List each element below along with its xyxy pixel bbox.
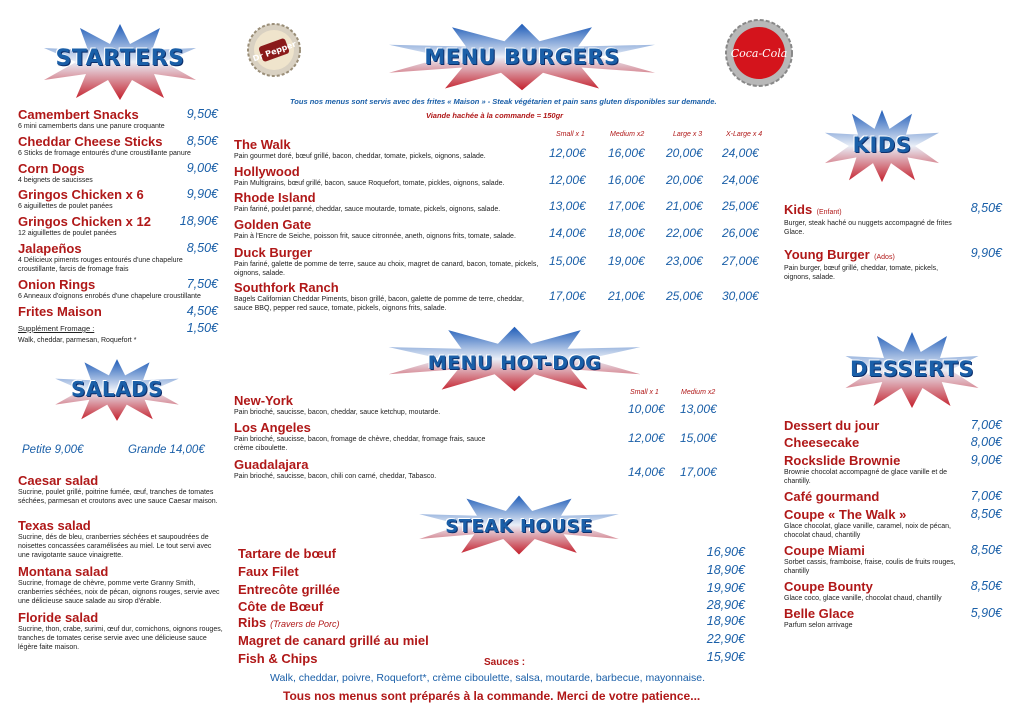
steak-item — [238, 614, 745, 632]
dr-pepper-text: Dr Pepper — [251, 39, 298, 64]
burger-price: 15,00€ — [549, 254, 586, 268]
dessert-desc: Glace chocolat, glace vanille, caramel, noix de pécan, chocolat chaud, chantilly — [784, 523, 951, 539]
steak-name: Tartare de bœuf — [238, 546, 336, 561]
burger-item — [234, 245, 539, 278]
burger-name: Rhode Island — [234, 190, 316, 205]
coca-cola-cap-logo — [724, 18, 794, 88]
starter-price: 8,50€ — [186, 241, 218, 255]
salad-item — [18, 564, 223, 606]
steak-item — [238, 545, 745, 563]
kids-price: 9,90€ — [970, 246, 1002, 260]
burger-desc: Pain fariné, galette de pomme de terre, sauce au choix, magret de canard, bacon, tomate, pickels, oignons, salade. — [234, 261, 539, 277]
dessert-name: Belle Glace — [784, 606, 855, 621]
hotdog-price-small: 12,00€ — [628, 431, 665, 445]
burger-price: 16,00€ — [608, 146, 645, 160]
hotdog-item — [234, 457, 534, 481]
dessert-item — [784, 489, 1002, 504]
salad-desc: Sucrine, fromage de chèvre, pomme verte Granny Smith, cranberries séchées, noix de pécan, oignons rouges, servie avec une délicieuse sauce salade au sirop d'érable. — [18, 580, 220, 605]
burger-price: 12,00€ — [549, 173, 586, 187]
steak-price: 16,90€ — [706, 545, 745, 559]
dessert-price: 8,50€ — [970, 507, 1002, 521]
dessert-item — [784, 606, 1002, 630]
burger-price: 17,00€ — [608, 199, 645, 213]
starter-name: Jalapeños — [18, 241, 82, 256]
kids-desc: Pain burger, bœuf grillé, cheddar, tomate, pickels, oignons, salade. — [784, 265, 939, 281]
kids-price: 8,50€ — [970, 201, 1002, 215]
starter-price: 9,50€ — [186, 107, 218, 121]
starter-name: Gringos Chicken x 6 — [18, 187, 144, 202]
salad-name: Caesar salad — [18, 473, 99, 488]
starter-item — [18, 241, 218, 274]
starter-name: Corn Dogs — [18, 161, 85, 176]
salad-desc: Sucrine, dés de bleu, cranberries séchées et saupoudrées de noisettes concassées caramélisées au miel. Le tout servi avec une ravigotante sauce vinaigrette. — [18, 534, 212, 559]
burger-size-medium: Medium x2 — [610, 131, 645, 138]
kids-item — [784, 246, 1002, 282]
steak-item — [238, 563, 745, 581]
hotdog-name: Los Angeles — [234, 420, 311, 435]
burger-price: 27,00€ — [722, 254, 759, 268]
starter-name: Frites Maison — [18, 304, 102, 319]
hotdog-size-medium: Medium x2 — [681, 389, 716, 396]
burgers-title: MENU BURGERS — [424, 45, 620, 69]
salad-item — [18, 473, 223, 506]
steak-price: 15,90€ — [706, 650, 745, 664]
burger-price: 13,00€ — [549, 199, 586, 213]
steak-price: 18,90€ — [706, 563, 745, 577]
dessert-price: 8,50€ — [970, 543, 1002, 557]
burger-price: 19,00€ — [608, 254, 645, 268]
steak-price: 22,90€ — [706, 632, 745, 646]
kids-desc: Burger, steak haché ou nuggets accompagné de frites Glace. — [784, 220, 952, 236]
dessert-price: 7,00€ — [970, 489, 1002, 503]
burger-price: 21,00€ — [608, 289, 645, 303]
burgers-meat-note: Viande hachée à la commande = 150gr — [426, 111, 564, 120]
burger-price: 30,00€ — [722, 289, 759, 303]
burger-name: Hollywood — [234, 164, 300, 179]
hotdog-title: MENU HOT-DOG — [427, 352, 602, 374]
kids-title: KIDS — [852, 133, 912, 157]
salads-title: SALADS — [70, 377, 164, 401]
burger-price: 20,00€ — [666, 146, 703, 160]
dessert-item — [784, 453, 1002, 486]
hotdog-name: Guadalajara — [234, 457, 309, 472]
hotdog-desc: Pain brioché, saucisse, bacon, fromage de chèvre, cheddar, fromage frais, sauce crème ciboulette. — [234, 436, 486, 452]
burger-price: 24,00€ — [722, 173, 759, 187]
footer-note: Tous nos menus sont préparés à la commande. Merci de votre patience... — [283, 689, 701, 703]
starter-item — [18, 161, 218, 185]
desserts-title: DESSERTS — [849, 357, 975, 381]
dr-pepper-cap-logo — [246, 22, 302, 78]
starter-price: 9,90€ — [186, 187, 218, 201]
starter-price: 4,50€ — [186, 304, 218, 318]
burger-name: Duck Burger — [234, 245, 313, 260]
salad-petite-price: Petite 9,00€ — [22, 444, 84, 456]
burger-price: 23,00€ — [666, 254, 703, 268]
burger-price: 17,00€ — [549, 289, 586, 303]
hotdog-desc: Pain brioché, saucisse, bacon, cheddar, sauce ketchup, moutarde. — [234, 409, 441, 416]
starter-name: Gringos Chicken x 12 — [18, 214, 151, 229]
burger-size-small: Small x 1 — [556, 131, 585, 138]
hotdog-desc: Pain brioché, saucisse, bacon, chili con carné, cheddar, Tabasco. — [234, 473, 437, 480]
steak-name: Entrecôte grillée — [238, 582, 340, 597]
dessert-name: Coupe Bounty — [784, 579, 873, 594]
burger-price: 14,00€ — [549, 226, 586, 240]
burger-desc: Pain Multigrains, bœuf grillé, bacon, sauce Roquefort, tomate, pickles, oignons, salade. — [234, 180, 505, 187]
dessert-desc: Parfum selon arrivage — [784, 622, 853, 629]
steak-name: Côte de Bœuf — [238, 599, 324, 614]
dessert-item — [784, 543, 1002, 576]
starter-price: 18,90€ — [179, 214, 218, 228]
burgers-note: Tous nos menus sont servis avec des frites « Maison » - Steak végétarien et pain sans gluten disponibles sur demande. — [290, 97, 717, 106]
burger-size-xlarge: X-Large x 4 — [726, 131, 763, 138]
starter-desc: 4 beignets de saucisses — [18, 177, 93, 184]
starter-name: Camembert Snacks — [18, 107, 139, 122]
dessert-price: 7,00€ — [970, 418, 1002, 432]
dessert-item — [784, 418, 1002, 433]
dessert-price: 8,50€ — [970, 579, 1002, 593]
supplement-desc: Walk, cheddar, parmesan, Roquefort * — [18, 337, 137, 344]
coca-cola-text: Coca-Cola — [730, 47, 788, 60]
supplement-row — [18, 321, 218, 345]
starter-desc: 6 mini camemberts dans une panure croquante — [18, 123, 165, 130]
burger-size-large: Large x 3 — [673, 131, 703, 138]
hotdog-price-medium: 13,00€ — [680, 402, 717, 416]
burger-price: 12,00€ — [549, 146, 586, 160]
salad-grande-price: Grande 14,00€ — [128, 444, 205, 456]
burger-desc: Bagels Californian Cheddar Piments, bison grillé, bacon, galette de pomme de terre, cheddar, sauce BBQ, pepper red sauce, tomate, pickels, oignons frits, salade. — [234, 296, 524, 312]
dessert-price: 8,00€ — [970, 435, 1002, 449]
steak-name: Ribs — [238, 615, 267, 630]
hotdog-price-medium: 15,00€ — [680, 431, 717, 445]
burger-name: The Walk — [234, 137, 291, 152]
steak-extra: (Travers de Porc) — [270, 619, 340, 629]
burger-item — [234, 217, 539, 241]
burger-desc: Pain fariné, poulet panné, cheddar, sauce moutarde, tomate, pickels, oignons, salade. — [234, 206, 501, 213]
dessert-desc: Glace coco, glace vanille, chocolat chaud, chantilly — [784, 595, 942, 602]
steak-item — [238, 581, 745, 599]
starter-price: 7,50€ — [186, 277, 218, 291]
burger-price: 26,00€ — [722, 226, 759, 240]
dessert-name: Coupe « The Walk » — [784, 507, 907, 522]
steak-price: 28,90€ — [706, 598, 745, 612]
burger-desc: Pain à l'Encre de Seiche, poisson frit, sauce citronnée, aneth, oignons frits, tomate, salade. — [234, 233, 516, 240]
sauces-list: Walk, cheddar, poivre, Roquefort*, crème ciboulette, salsa, moutarde, barbecue, mayonnaise. — [270, 672, 706, 684]
starter-item — [18, 277, 218, 301]
dessert-item — [784, 579, 1002, 603]
burger-price: 22,00€ — [666, 226, 703, 240]
kids-tag: (Ados) — [874, 254, 895, 261]
dessert-item — [784, 507, 1002, 540]
burger-name: Golden Gate — [234, 217, 312, 232]
burger-price: 25,00€ — [722, 199, 759, 213]
dessert-name: Cheesecake — [784, 435, 860, 450]
steak-title: STEAK HOUSE — [445, 516, 593, 537]
starter-item — [18, 107, 218, 131]
burger-price: 25,00€ — [666, 289, 703, 303]
starter-desc: 12 aiguillettes de poulet panées — [18, 230, 117, 237]
hotdog-size-small: Small x 1 — [630, 389, 659, 396]
hotdog-price-medium: 17,00€ — [680, 465, 717, 479]
starter-price: 9,00€ — [186, 161, 218, 175]
burger-price: 21,00€ — [666, 199, 703, 213]
starter-desc: 6 aiguillettes de poulet panées — [18, 203, 113, 210]
starter-name: Cheddar Cheese Sticks — [18, 134, 163, 149]
burger-price: 18,00€ — [608, 226, 645, 240]
dessert-price: 9,00€ — [970, 453, 1002, 467]
dessert-desc: Sorbet cassis, framboise, fraise, coulis de fruits rouges, chantilly — [784, 559, 956, 575]
burger-price: 16,00€ — [608, 173, 645, 187]
hotdog-item — [234, 393, 534, 417]
hotdog-price-small: 10,00€ — [628, 402, 665, 416]
starter-desc: 4 Délicieux piments rouges entourés d'une chapelure croustillante, farcis de fromage frais — [18, 257, 183, 273]
dessert-name: Café gourmand — [784, 489, 880, 504]
supplement-price: 1,50€ — [186, 321, 218, 335]
burger-item — [234, 137, 539, 161]
burger-item — [234, 280, 539, 313]
supplement-label: Supplément Fromage : — [18, 324, 95, 333]
kids-name: Kids — [784, 202, 813, 217]
starter-desc: 6 Sticks de fromage entourés d'une croustillante panure — [18, 150, 191, 157]
starter-name: Onion Rings — [18, 277, 96, 292]
steak-name: Magret de canard grillé au miel — [238, 633, 429, 648]
salad-name: Texas salad — [18, 518, 91, 533]
starter-desc: 6 Anneaux d'oignons enrobés d'une chapelure croustillante — [18, 293, 201, 300]
kids-name: Young Burger — [784, 247, 870, 262]
hotdog-price-small: 14,00€ — [628, 465, 665, 479]
starter-item — [18, 214, 218, 238]
starter-item — [18, 304, 218, 319]
salad-name: Floride salad — [18, 610, 99, 625]
burger-price: 24,00€ — [722, 146, 759, 160]
burger-name: Southfork Ranch — [234, 280, 339, 295]
starter-item — [18, 134, 218, 158]
dessert-price: 5,90€ — [970, 606, 1002, 620]
salad-name: Montana salad — [18, 564, 109, 579]
salad-item — [18, 610, 223, 652]
dessert-desc: Brownie chocolat accompagné de glace vanille et de chantilly. — [784, 469, 948, 485]
burger-desc: Pain gourmet doré, bœuf grillé, bacon, cheddar, tomate, pickels, oignons, salade. — [234, 153, 486, 160]
starter-item — [18, 187, 218, 211]
burger-item — [234, 190, 539, 214]
steak-item — [238, 632, 745, 650]
starter-price: 8,50€ — [186, 134, 218, 148]
dessert-name: Dessert du jour — [784, 418, 880, 433]
starters-title: STARTERS — [55, 46, 185, 71]
salad-desc: Sucrine, poulet grillé, poitrine fumée, œuf, tranches de tomates séchées, parmesan et croutons avec une sauce Caesar maison. — [18, 489, 218, 505]
dessert-item — [784, 435, 1002, 450]
hotdog-item — [234, 420, 494, 453]
steak-name: Fish & Chips — [238, 651, 318, 666]
steak-price: 18,90€ — [706, 614, 745, 628]
dessert-name: Rockslide Brownie — [784, 453, 901, 468]
burger-item — [234, 164, 539, 188]
salad-desc: Sucrine, thon, crabe, surimi, œuf dur, cornichons, oignons rouges, tranches de tomates cerise servie avec une délicieuse sauce légère faite maison. — [18, 626, 223, 651]
burger-price: 20,00€ — [666, 173, 703, 187]
steak-price: 19,90€ — [706, 581, 745, 595]
dessert-name: Coupe Miami — [784, 543, 865, 558]
kids-item — [784, 201, 1002, 237]
steak-name: Faux Filet — [238, 564, 299, 579]
salad-item — [18, 518, 223, 560]
hotdog-name: New-York — [234, 393, 293, 408]
kids-tag: (Enfant) — [816, 209, 842, 216]
sauces-label: Sauces : — [484, 657, 526, 668]
